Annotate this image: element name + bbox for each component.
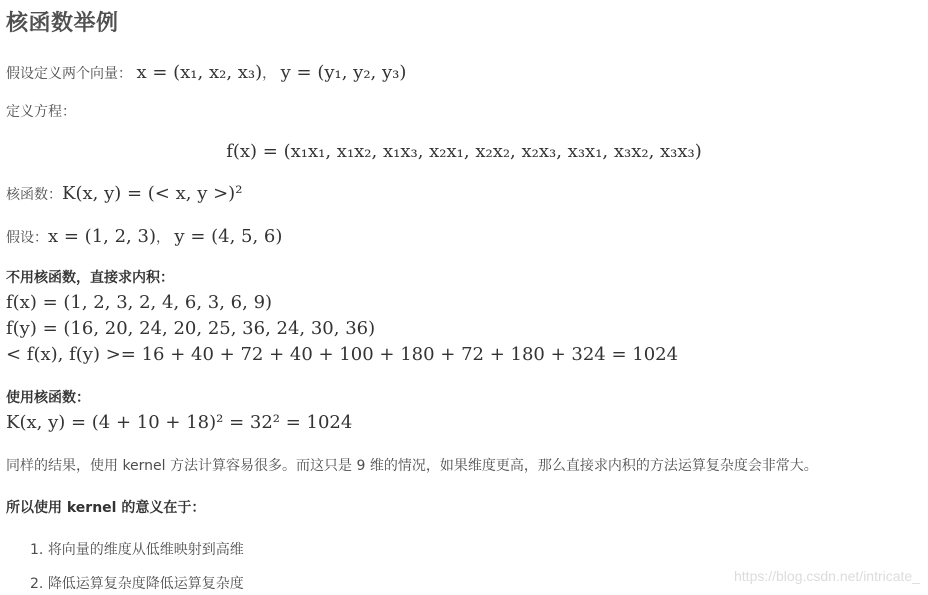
conclusion-text: 同样的结果，使用 kernel 方法计算容易很多。而这只是 9 维的情况，如果维度更高，那么直接求内积的方法运算复杂度会非常大。 xyxy=(6,458,818,474)
feature-map-formula: f(x) = (x₁x₁, x₁x₂, x₁x₃, x₂x₁, x₂x₂, x₂x₃, x₃x₁, x₃x₂, x₃x₃) xyxy=(226,141,702,162)
separator: ， xyxy=(155,230,170,246)
vector-definition-label: 假设定义两个向量： xyxy=(6,66,132,82)
list-item xyxy=(30,539,244,561)
separator: ， xyxy=(262,66,277,82)
meaning-heading: 所以使用 kernel 的意义在于： xyxy=(6,500,206,516)
kernel-formula: K(x, y) = (< x, y >)² xyxy=(62,183,243,204)
with-kernel-heading: 使用核函数： xyxy=(6,390,90,406)
y-vector-formula: y = (y₁, y₂, y₃) xyxy=(280,62,407,83)
list-item-text: 降低运算复杂度降低运算复杂度 xyxy=(47,576,244,592)
vector-definition xyxy=(6,61,406,85)
assumption-label: 假设： xyxy=(6,230,48,246)
watermark: https://blog.csdn.net/intricate_ xyxy=(734,568,920,584)
kernel-result-formula: K(x, y) = (4 + 10 + 18)² = 32² = 1024 xyxy=(6,412,353,433)
inner-product-formula: < f(x), f(y) >= 16 + 40 + 72 + 40 + 100 + 180 + 72 + 180 + 324 = 1024 xyxy=(6,344,679,365)
x-vector-formula: x = (x₁, x₂, x₃) xyxy=(136,62,263,83)
list-item-text: 将向量的维度从低维映射到高维 xyxy=(47,542,244,558)
assumption xyxy=(6,225,282,249)
fy-formula: f(y) = (16, 20, 24, 20, 25, 36, 24, 30, 36) xyxy=(6,318,376,339)
page-title: 核函数举例 xyxy=(6,11,119,36)
equation-label: 定义方程： xyxy=(6,104,76,120)
y-value-formula: y = (4, 5, 6) xyxy=(174,226,283,247)
fx-formula: f(x) = (1, 2, 3, 2, 4, 6, 3, 6, 9) xyxy=(6,292,273,313)
list-item xyxy=(30,573,244,595)
x-value-formula: x = (1, 2, 3) xyxy=(48,226,156,247)
kernel-definition xyxy=(6,182,242,206)
kernel-label: 核函数： xyxy=(6,187,62,203)
list-item-number: 1. xyxy=(30,542,48,558)
list-item-number: 2. xyxy=(30,576,48,592)
without-kernel-heading: 不用核函数，直接求内积： xyxy=(6,270,174,286)
